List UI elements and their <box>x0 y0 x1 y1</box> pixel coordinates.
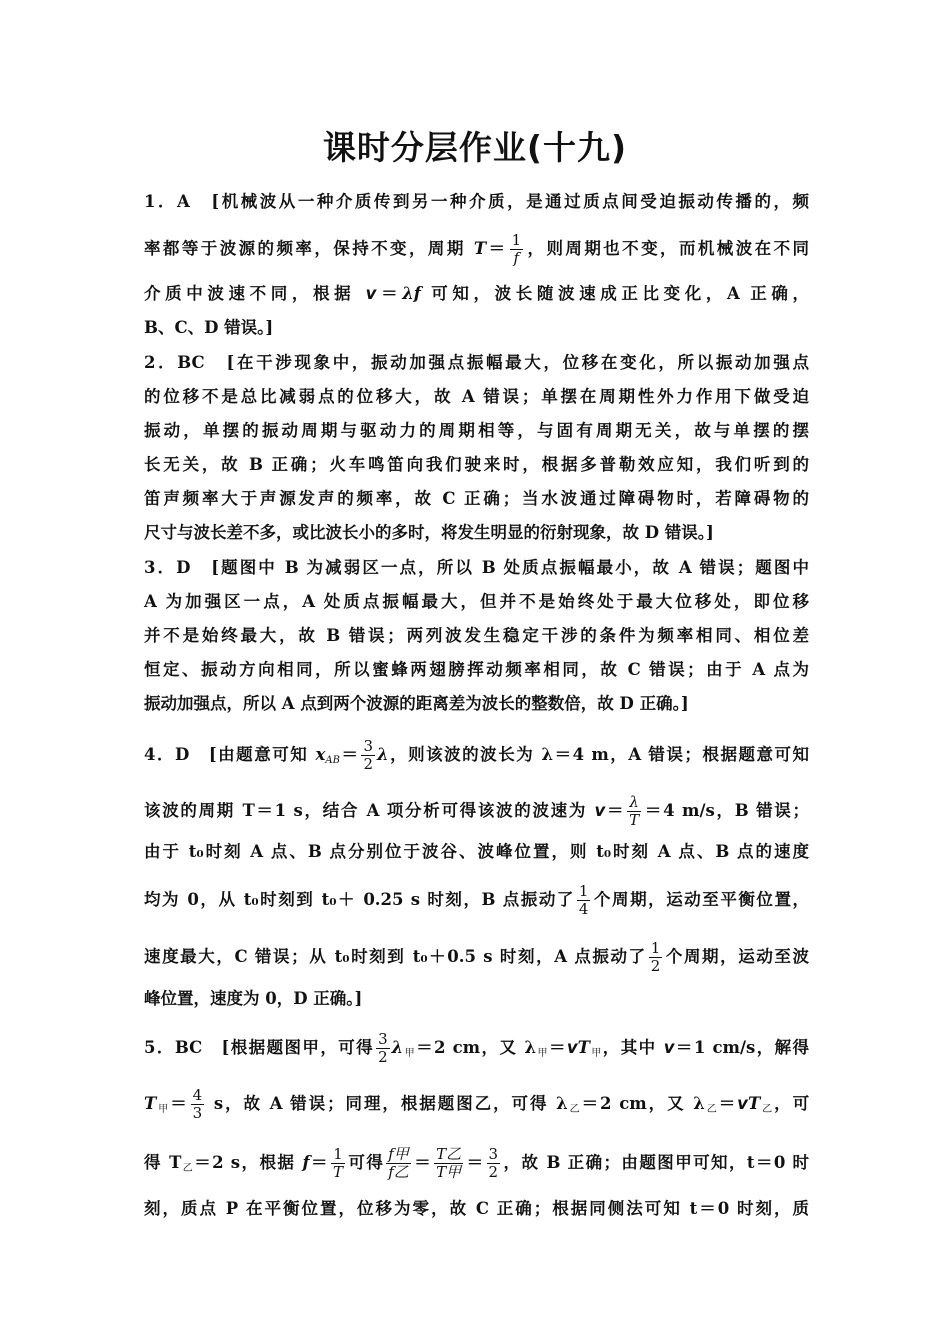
q4-line-2 <box>144 794 809 829</box>
q3-line-2: A 为加强区一点，A 处质点振幅最大，但并不是始终处于最大位移处，即位移 <box>144 592 809 611</box>
q5-subscript: 乙 <box>704 1104 719 1115</box>
q5-text: 5．BC [根据题图甲，可得 <box>144 1038 375 1057</box>
q5-equals: ＝ <box>412 1153 433 1172</box>
q5-equals: ＝ <box>718 1094 738 1113</box>
q5-equals: ＝ <box>170 1094 189 1113</box>
q2-line-5: 笛声频率大于声源发声的频率，故 C 正确；当水波通过障碍物时，若障碍物的 <box>144 489 809 508</box>
q5-frac-den: 2 <box>488 1163 499 1181</box>
q5-frac-num: T乙 <box>436 1145 462 1163</box>
q5-line-3 <box>144 1146 809 1181</box>
q4-text-b: 个周期，运动至平衡位置， <box>592 890 810 909</box>
q1-symbol-v: v <box>365 284 377 303</box>
q5-symbol-T: T <box>577 1038 590 1057</box>
q5-symbol-f: f <box>302 1153 310 1172</box>
q4-frac-den: T <box>629 811 640 829</box>
q5-symbol-T: T <box>144 1094 157 1113</box>
q5-frac-den: 2 <box>378 1048 388 1066</box>
q1-equals: ＝ <box>486 239 508 258</box>
q4-fraction-2 <box>627 794 641 829</box>
q4-text-b: ，则该波的波长为 λ＝4 m，A 错误；根据题意可知 <box>388 745 810 764</box>
q5-text: s，故 A 错误；同理，根据题图乙，可得 λ <box>206 1094 568 1113</box>
q1-line-3 <box>144 282 809 306</box>
q5-equals: ＝ <box>309 1153 329 1172</box>
q5-symbol-v: v <box>737 1094 748 1113</box>
q4-equals: ＝ <box>605 801 626 820</box>
q5-frac-den: T <box>332 1163 343 1181</box>
q1-equals: ＝ <box>376 284 403 303</box>
q2-line-1: 2．BC [在干涉现象中，振动加强点振幅最大，位移在变化，所以振动加强点 <box>144 353 809 372</box>
q1-fraction <box>510 232 524 267</box>
q4-text: 均为 0，从 t₀时刻到 t₀＋ 0.25 s 时刻，B 点振动了 <box>144 890 575 909</box>
q4-fraction-3 <box>577 883 591 918</box>
q5-frac-num: 4 <box>192 1086 203 1104</box>
q4-symbol-x: x <box>315 745 326 764</box>
q5-frac-num: f甲 <box>388 1145 409 1163</box>
q5-equals: ＝ <box>548 1038 567 1057</box>
q4-fraction-1 <box>361 738 375 773</box>
q3-line-3: 并不是始终最大，故 B 错误；两列波发生稳定干涉的条件为频率相同、相位差 <box>144 626 809 645</box>
q4-frac-num: 3 <box>363 737 374 755</box>
q5-text-c: ＝2 cm，又 λ <box>416 1038 537 1057</box>
q5-equals: ＝ <box>465 1153 485 1172</box>
q5-subscript: 甲 <box>536 1048 549 1059</box>
q5-fraction-3 <box>331 1146 345 1181</box>
q4-frac-den: 2 <box>650 957 661 975</box>
q5-subscript: 甲 <box>403 1048 417 1059</box>
q4-text-b: 个周期，运动至波 <box>664 947 810 966</box>
q5-fraction-2 <box>191 1087 205 1122</box>
q1-symbol-T: T <box>473 239 487 258</box>
q4-text: 4．D [由题意可知 <box>144 745 316 764</box>
q5-subscript: 乙 <box>760 1104 775 1115</box>
q5-text-b: ＝2 s，根据 <box>194 1153 303 1172</box>
q5-frac-den: f乙 <box>388 1163 409 1181</box>
q5-text-e: ，其中 <box>602 1038 664 1057</box>
q4-symbol-v: v <box>594 801 606 820</box>
q4-subscript: AB <box>325 755 340 766</box>
q1-frac-den: f <box>513 249 520 267</box>
q4-line-4 <box>144 883 809 918</box>
q5-text-b: ＝2 cm，又 λ <box>581 1094 705 1113</box>
q4-text: 该波的周期 T＝1 s，结合 A 项分析可得该波的波速为 <box>144 801 595 820</box>
q4-text: 速度最大，C 错误；从 t₀时刻到 t₀＋0.5 s 时刻，A 点振动了 <box>144 947 647 966</box>
q3-line-1: 3．D [题图中 B 为减弱区一点，所以 B 处质点振幅最小，故 A 错误；题图中 <box>144 558 809 577</box>
page-title: 课时分层作业(十九) <box>322 128 628 167</box>
q4-line-3: 由于 t₀时刻 A 点、B 点分别位于波谷、波峰位置，则 t₀时刻 A 点、B 点的速度 <box>144 842 809 861</box>
q4-fraction-4 <box>649 940 663 975</box>
q5-text: 得 T <box>144 1153 182 1172</box>
q1-text: 介质中波速不同，根据 <box>144 284 366 303</box>
q1-text-c: 可知，波长随波速成正比变化，A 正确， <box>420 284 809 303</box>
q4-text-b: ＝4 m/s，B 错误； <box>643 801 809 820</box>
q4-symbol-lambda: λ <box>377 745 389 764</box>
q5-frac-den: 3 <box>192 1104 203 1122</box>
q1-frac-num: 1 <box>511 231 522 249</box>
q5-frac-num: 3 <box>378 1030 388 1048</box>
q2-line-2: 的位移不是总比减弱点的位移大，故 A 错误；单摆在周期性外力作用下做受迫 <box>144 387 809 406</box>
q4-line-6: 峰位置，速度为 0，D 正确。] <box>144 989 363 1008</box>
q1-text: 率都等于波源的频率，保持不变，周期 <box>144 239 474 258</box>
q5-subscript: 乙 <box>181 1163 195 1174</box>
q5-text-f: ＝1 cm/s，解得 <box>674 1038 810 1057</box>
q5-subscript: 甲 <box>156 1104 171 1115</box>
q5-symbol-v: v <box>566 1038 578 1057</box>
q5-frac-num: 1 <box>333 1145 343 1163</box>
q2-line-6: 尺寸与波长差不多，或比波长小的多时，将发生明显的衍射现象，故 D 错误。] <box>144 523 714 542</box>
q3-line-4: 恒定、振动方向相同，所以蜜蜂两翅膀挥动频率相同，故 C 错误；由于 A 点为 <box>144 660 809 679</box>
q2-line-3: 振动，单摆的振动周期与驱动力的周期相等，与固有周期无关，故与单摆的摆 <box>144 421 809 440</box>
q5-fraction-1 <box>376 1031 390 1066</box>
q4-frac-den: 2 <box>363 755 374 773</box>
q3-line-5: 振动加强点，所以 A 点到两个波源的距离差为波长的整数倍，故 D 正确。] <box>144 694 689 713</box>
q4-line-5 <box>144 940 809 975</box>
q2-line-4: 长无关，故 B 正确；火车鸣笛向我们驶来时，根据多普勒效应知，我们听到的 <box>144 455 809 474</box>
q5-line-4: 刻，质点 P 在平衡位置，位移为零，故 C 正确；根据同侧法可知 t＝0 时刻，质 <box>144 1199 809 1218</box>
q4-frac-den: 4 <box>578 900 589 918</box>
q4-equals: ＝ <box>339 745 360 764</box>
q5-subscript: 乙 <box>567 1104 582 1115</box>
q4-frac-num: 1 <box>650 939 661 957</box>
q1-symbol-lf: λf <box>402 284 421 303</box>
q4-frac-num: λ <box>629 793 639 811</box>
q5-line-2 <box>144 1087 809 1122</box>
q1-line-1: 1．A [机械波从一种介质传到另一种介质，是通过质点间受迫振动传播的，频 <box>144 192 809 211</box>
q4-line-1 <box>144 738 809 773</box>
q5-fraction-5 <box>434 1146 463 1181</box>
q5-text-d: ，故 B 正确；由题图甲可知，t＝0 时 <box>502 1153 810 1172</box>
q5-symbol-T: T <box>747 1094 761 1113</box>
q5-subscript: 甲 <box>589 1048 603 1059</box>
q5-text-d: ，可 <box>774 1094 810 1113</box>
q1-line-4: B、C、D 错误。] <box>144 318 274 337</box>
q5-symbol-lambda: λ <box>391 1038 404 1057</box>
q4-frac-num: 1 <box>578 882 589 900</box>
q5-frac-num: 3 <box>488 1145 499 1163</box>
q5-text-c: 可得 <box>346 1153 385 1172</box>
q5-frac-den: T甲 <box>436 1163 462 1181</box>
q5-line-1 <box>144 1031 809 1066</box>
q5-symbol-v: v <box>663 1038 675 1057</box>
q5-fraction-6 <box>487 1146 501 1181</box>
q5-fraction-4 <box>386 1146 411 1181</box>
q1-line-2 <box>144 232 809 267</box>
q1-text-b: ，则周期也不变，而机械波在不同 <box>525 239 810 258</box>
